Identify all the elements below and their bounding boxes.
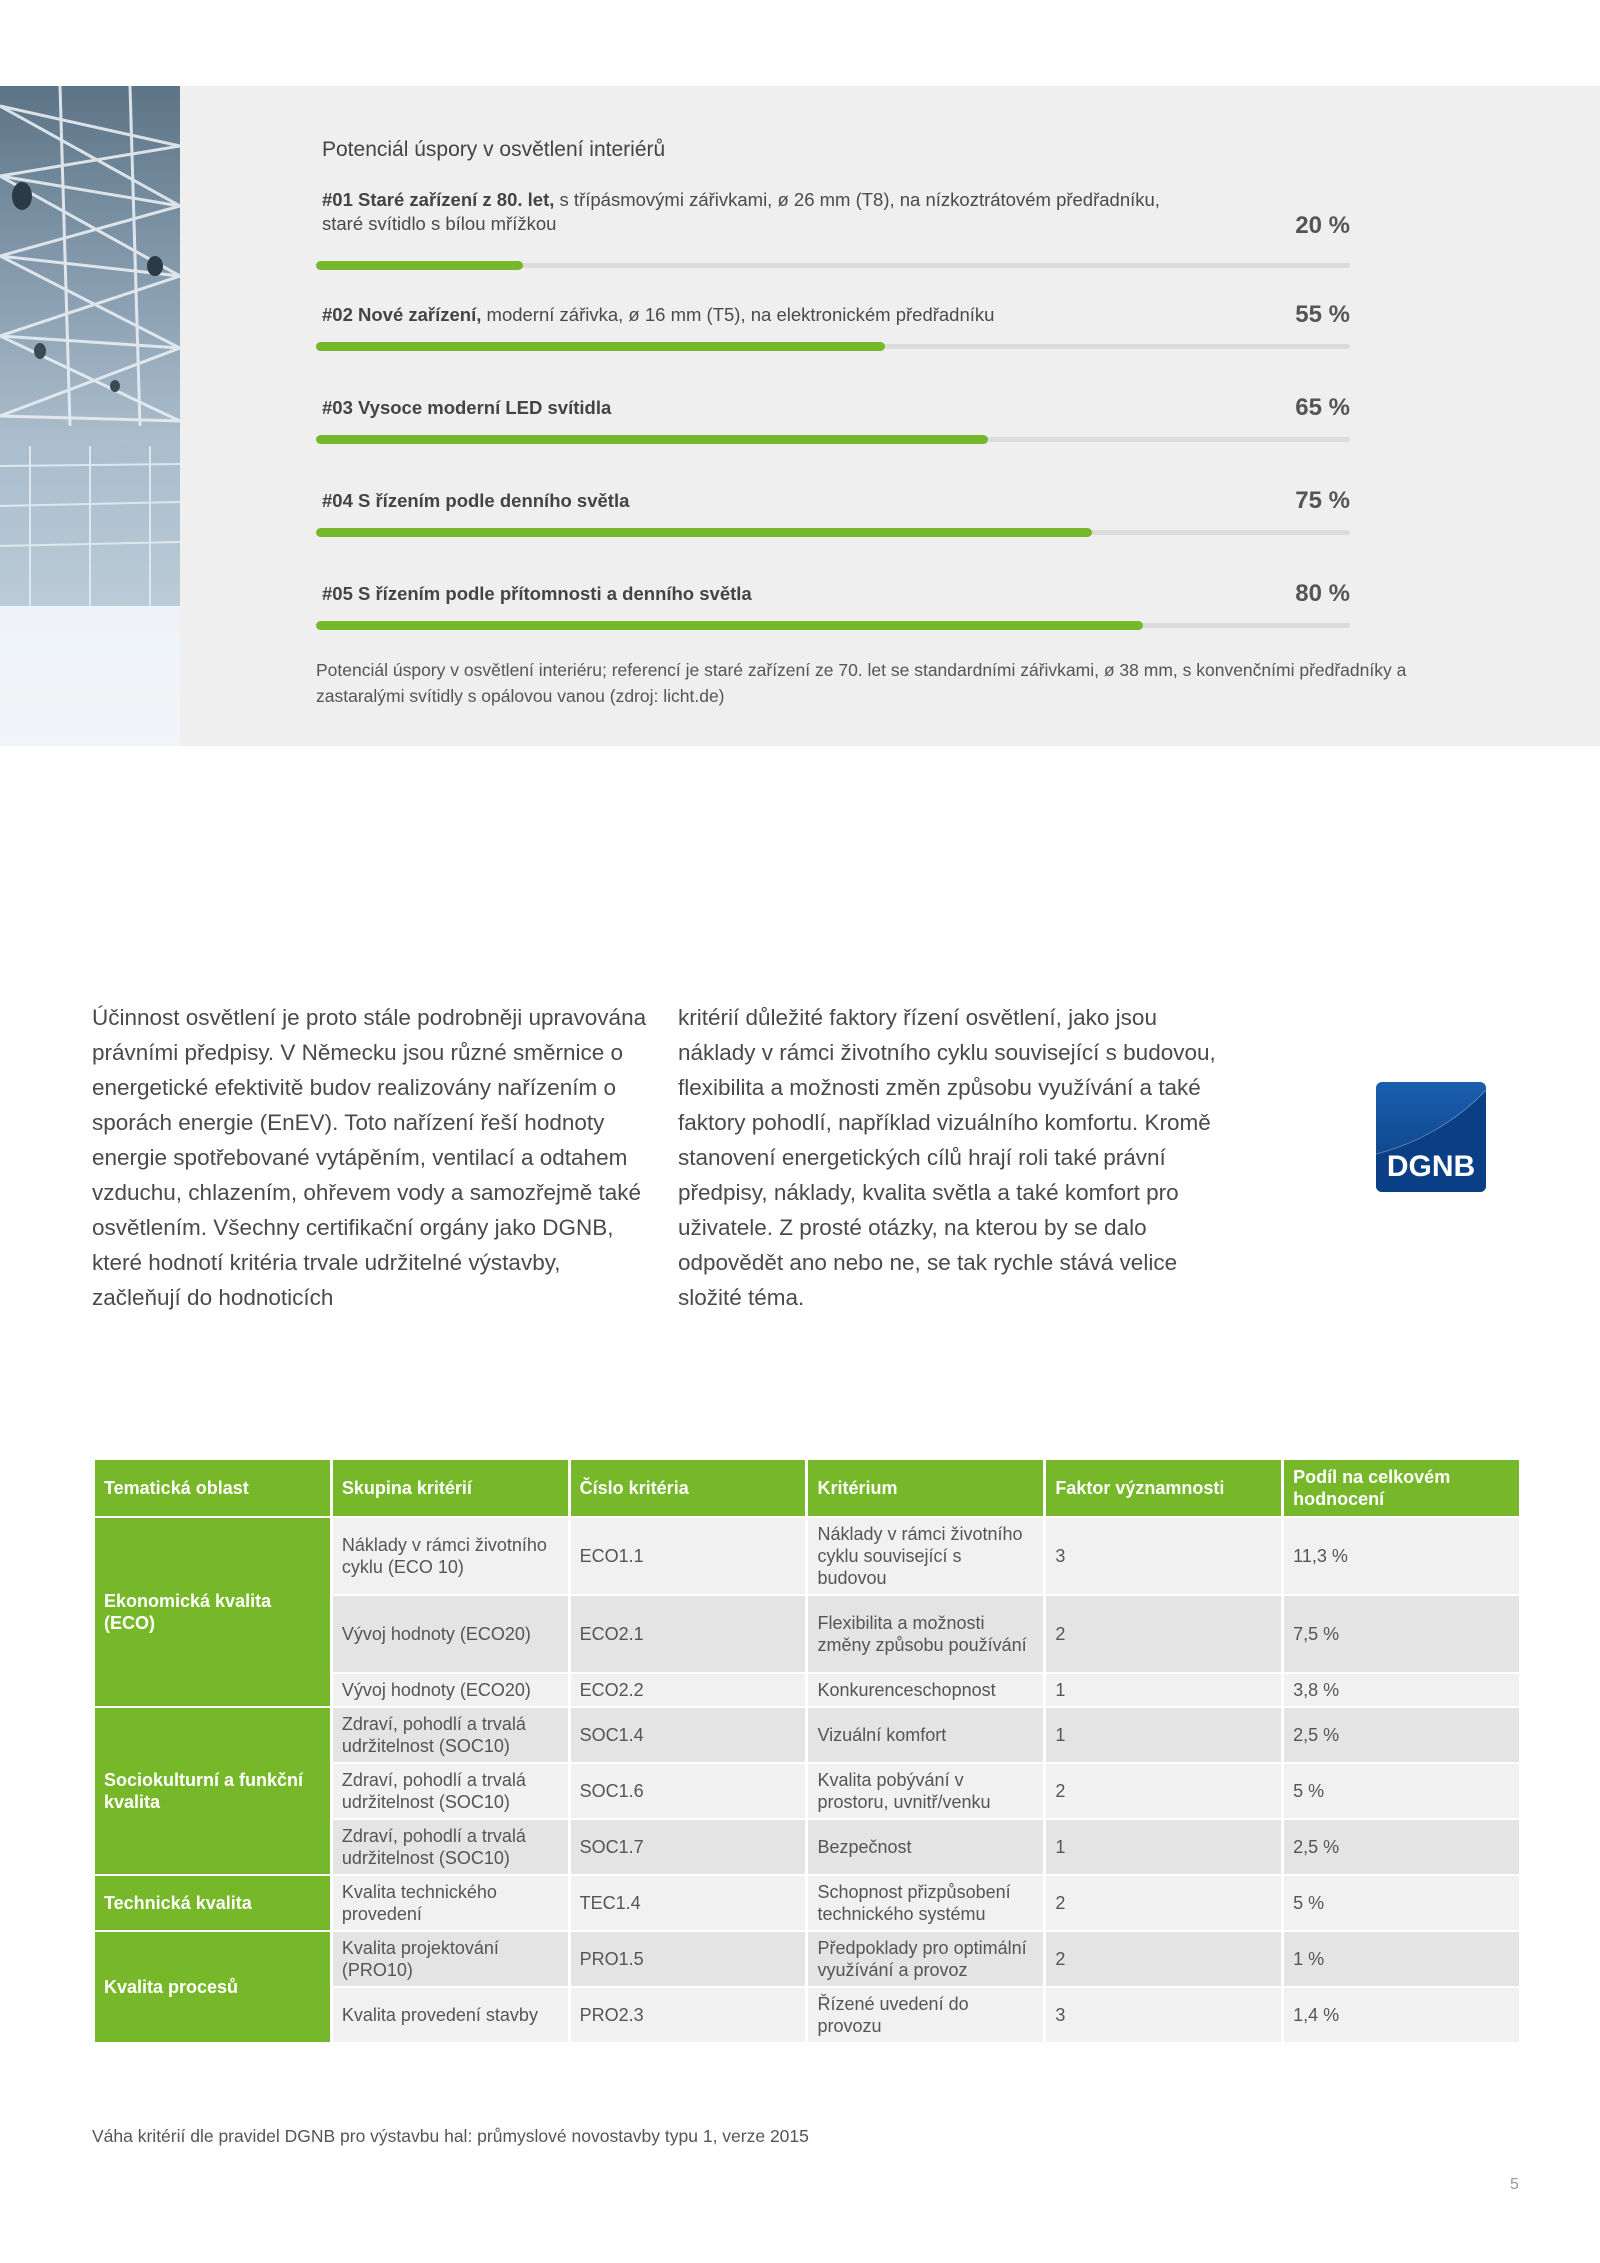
table-cell: Zdraví, pohodlí a trvalá udržitelnost (SOC10) bbox=[333, 1820, 568, 1874]
area-cell: Ekonomická kvalita (ECO) bbox=[95, 1518, 330, 1706]
bar-label-line2: staré svítidlo s bílou mřížkou bbox=[322, 213, 557, 234]
table-header-row bbox=[95, 1460, 1519, 1516]
table-row bbox=[95, 1518, 1519, 1594]
savings-bar-05 bbox=[316, 548, 1350, 628]
panel-caption: Potenciál úspory v osvětlení interiéru; referencí je staré zařízení ze 70. let se standardními zářivkami, ø 38 mm, s konvenčními předřadníky a zastaralými svítidly s opálovou vanou (zdroj: licht.de) bbox=[316, 660, 1407, 706]
table-cell: 1 bbox=[1046, 1820, 1281, 1874]
table-cell: 3 bbox=[1046, 1518, 1281, 1594]
table-cell: Náklady v rámci životního cyklu související s budovou bbox=[808, 1518, 1043, 1594]
warehouse-photo bbox=[0, 86, 180, 746]
table-cell: 2 bbox=[1046, 1932, 1281, 1986]
bar-label-bold: #03 Vysoce moderní LED svítidla bbox=[322, 397, 612, 418]
table-cell: Vývoj hodnoty (ECO20) bbox=[333, 1596, 568, 1672]
table-row bbox=[95, 1932, 1519, 1986]
bar-fill bbox=[316, 528, 1092, 537]
bar-track bbox=[316, 263, 1350, 268]
bar-label-bold: #01 Staré zařízení z 80. let, bbox=[322, 189, 555, 210]
bar-label-bold: #05 S řízením podle přítomnosti a denního světla bbox=[322, 583, 752, 604]
table-row bbox=[95, 1708, 1519, 1762]
table-cell: Vizuální komfort bbox=[808, 1708, 1043, 1762]
bar-label bbox=[322, 188, 1222, 236]
table-caption: Váha kritérií dle pravidel DGNB pro výstavbu hal: průmyslové novostavby typu 1, verze 2015 bbox=[92, 2126, 809, 2146]
header-cell: Podíl na celkovém hodnocení bbox=[1284, 1460, 1519, 1516]
warehouse-roof-image bbox=[0, 86, 180, 746]
bar-track bbox=[316, 437, 1350, 442]
table-cell: TEC1.4 bbox=[571, 1876, 806, 1930]
bar-label bbox=[322, 396, 1222, 420]
body-text-column-2: kritérií důležité faktory řízení osvětlení, jako jsou náklady v rámci životního cyklu související s budovou, flexibilita a možnosti změn způsobu využívání a také faktory pohodlí, například vizuálního komfortu. Kromě stanovení energetických cílů hrají roli také právní předpisy, náklady, kvalita světla a také komfort pro uživatele. Z prosté otázky, na kterou by se dalo odpovědět ano nebo ne, se tak rychle stává velice složité téma. bbox=[678, 1005, 1216, 1310]
table-cell: Náklady v rámci životního cyklu (ECO 10) bbox=[333, 1518, 568, 1594]
table-cell: SOC1.4 bbox=[571, 1708, 806, 1762]
table-cell: Schopnost přizpůsobení technického systému bbox=[808, 1876, 1043, 1930]
table-cell: ECO1.1 bbox=[571, 1518, 806, 1594]
bar-fill bbox=[316, 621, 1143, 630]
table-cell: Kvalita projektování (PRO10) bbox=[333, 1932, 568, 1986]
table-cell: Kvalita technického provedení bbox=[333, 1876, 568, 1930]
dgnb-logo bbox=[1376, 1082, 1486, 1192]
area-cell: Kvalita procesů bbox=[95, 1932, 330, 2042]
bar-track bbox=[316, 344, 1350, 349]
table-cell: 5 % bbox=[1284, 1764, 1519, 1818]
table-row bbox=[95, 1876, 1519, 1930]
bar-label-bold: #04 S řízením podle denního světla bbox=[322, 490, 630, 511]
bar-track bbox=[316, 623, 1350, 628]
bar-fill bbox=[316, 435, 988, 444]
table-cell: 2 bbox=[1046, 1596, 1281, 1672]
table-cell: Kvalita provedení stavby bbox=[333, 1988, 568, 2042]
bar-label bbox=[322, 303, 1222, 327]
table-cell: 1 bbox=[1046, 1708, 1281, 1762]
table-cell: PRO1.5 bbox=[571, 1932, 806, 1986]
area-cell: Technická kvalita bbox=[95, 1876, 330, 1930]
header-cell: Číslo kritéria bbox=[571, 1460, 806, 1516]
table-cell: PRO2.3 bbox=[571, 1988, 806, 2042]
table-cell: SOC1.7 bbox=[571, 1820, 806, 1874]
table-cell: 3,8 % bbox=[1284, 1674, 1519, 1706]
bar-fill bbox=[316, 342, 885, 351]
table-cell: 2 bbox=[1046, 1764, 1281, 1818]
table-cell: 2,5 % bbox=[1284, 1708, 1519, 1762]
table-cell: 5 % bbox=[1284, 1876, 1519, 1930]
savings-bar-03 bbox=[316, 362, 1350, 442]
table-cell: 3 bbox=[1046, 1988, 1281, 2042]
header-cell: Kritérium bbox=[808, 1460, 1043, 1516]
table-cell: Zdraví, pohodlí a trvalá udržitelnost (SOC10) bbox=[333, 1764, 568, 1818]
table-cell: Předpoklady pro optimální využívání a provoz bbox=[808, 1932, 1043, 1986]
table-cell: 1,4 % bbox=[1284, 1988, 1519, 2042]
table-cell: Řízené uvedení do provozu bbox=[808, 1988, 1043, 2042]
header-cell: Tematická oblast bbox=[95, 1460, 330, 1516]
bar-label bbox=[322, 489, 1222, 513]
savings-bar-04 bbox=[316, 455, 1350, 535]
bar-track bbox=[316, 530, 1350, 535]
bar-label bbox=[322, 582, 1222, 606]
table-cell: SOC1.6 bbox=[571, 1764, 806, 1818]
bar-percent: 80 % bbox=[1295, 580, 1350, 607]
table-cell: Flexibilita a možnosti změny způsobu používání bbox=[808, 1596, 1043, 1672]
savings-bar-01 bbox=[316, 188, 1350, 268]
header-cell: Faktor významnosti bbox=[1046, 1460, 1281, 1516]
table-cell: Bezpečnost bbox=[808, 1820, 1043, 1874]
bar-label-rest: s třípásmovými zářivkami, ø 26 mm (T8), na nízkoztrátovém předřadníku, bbox=[554, 189, 1160, 210]
table-cell: Vývoj hodnoty (ECO20) bbox=[333, 1674, 568, 1706]
savings-bar-02 bbox=[316, 269, 1350, 349]
bar-label-rest: moderní zářivka, ø 16 mm (T5), na elektronickém předřadníku bbox=[481, 304, 995, 325]
header-cell: Skupina kritérií bbox=[333, 1460, 568, 1516]
table-cell: 1 bbox=[1046, 1674, 1281, 1706]
table-cell: ECO2.1 bbox=[571, 1596, 806, 1672]
table-cell: 2 bbox=[1046, 1876, 1281, 1930]
table-cell: 2,5 % bbox=[1284, 1820, 1519, 1874]
table-cell: Konkurenceschopnost bbox=[808, 1674, 1043, 1706]
table-cell: Kvalita pobývání v prostoru, uvnitř/venku bbox=[808, 1764, 1043, 1818]
page-number: 5 bbox=[1510, 2176, 1519, 2193]
bar-percent: 65 % bbox=[1295, 394, 1350, 421]
bar-percent: 55 % bbox=[1295, 301, 1350, 328]
body-text-column-1: Účinnost osvětlení je proto stále podrobněji upravována právními předpisy. V Německu jsou různé směrnice o energetické efektivitě budov realizovány nařízením o sporách energie (EnEV). Toto nařízení řeší hodnoty energie spotřebované vytápěním, ventilací a odtahem vzduchu, chlazením, ohřevem vody a samozřejmě také osvětlením. Všechny certifikační orgány jako DGNB, které hodnotí kritéria trvale udržitelné výstavby, začleňují do hodnoticích bbox=[92, 1005, 647, 1310]
table-cell: Zdraví, pohodlí a trvalá udržitelnost (SOC10) bbox=[333, 1708, 568, 1762]
table-cell: ECO2.2 bbox=[571, 1674, 806, 1706]
table-cell: 11,3 % bbox=[1284, 1518, 1519, 1594]
dgnb-logo-text: DGNB bbox=[1386, 1150, 1476, 1183]
bar-percent: 75 % bbox=[1295, 487, 1350, 514]
panel-title: Potenciál úspory v osvětlení interiérů bbox=[322, 138, 666, 161]
table-cell: 7,5 % bbox=[1284, 1596, 1519, 1672]
bar-percent: 20 % bbox=[1295, 212, 1350, 239]
area-cell: Sociokulturní a funkční kvalita bbox=[95, 1708, 330, 1874]
bar-label-bold: #02 Nové zařízení, bbox=[322, 304, 482, 325]
table-cell: 1 % bbox=[1284, 1932, 1519, 1986]
savings-panel bbox=[0, 86, 1600, 746]
dgnb-criteria-table bbox=[92, 1458, 1522, 2044]
